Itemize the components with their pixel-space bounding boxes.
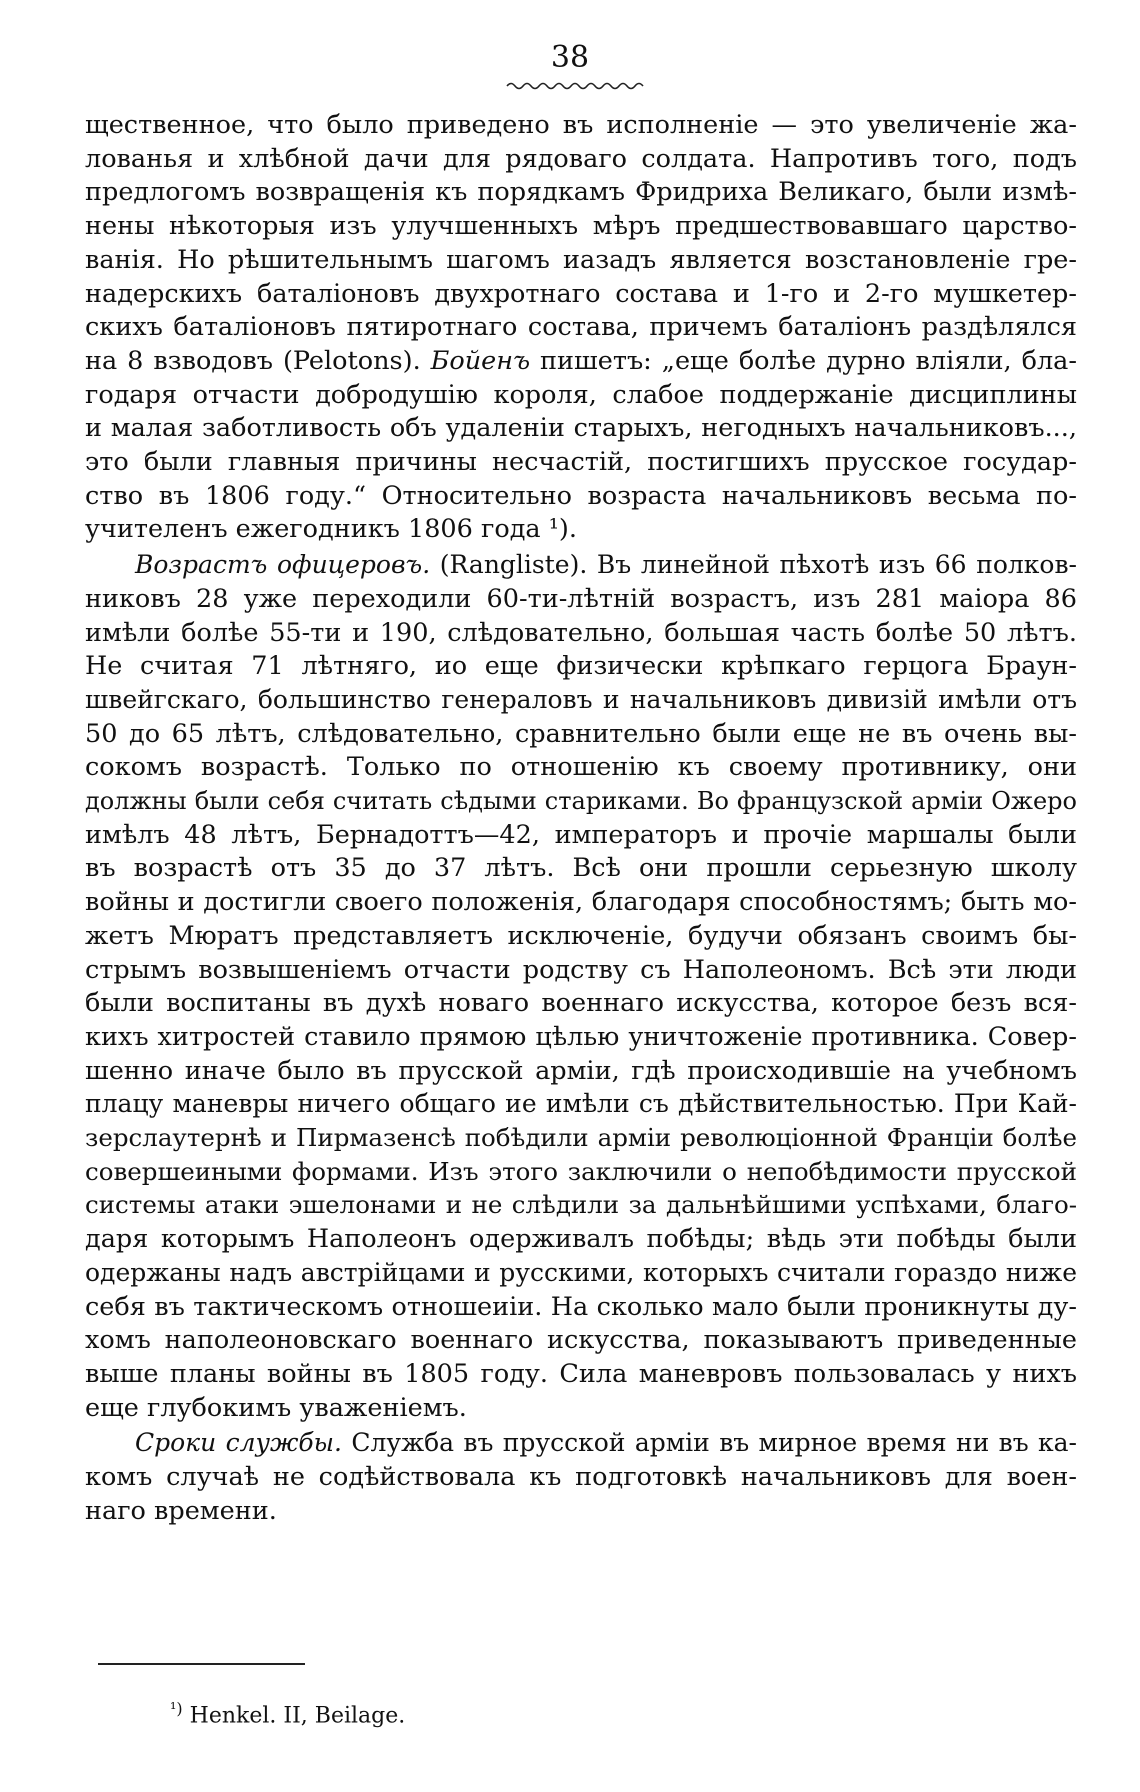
text-line: [85, 245, 1077, 275]
text-run: даря которымъ Наполеонъ одерживалъ побѣды; вѣдь эти побѣды были: [85, 1224, 1077, 1255]
text-run: зерслаутернѣ и Пирмазенсѣ побѣдили арміи революціонной Франціи болѣе: [85, 1123, 1077, 1152]
text-line: [85, 651, 1077, 681]
wavy-line-ornament: [505, 80, 645, 92]
text-run: ванія. Но рѣшительнымъ шагомъ иазадъ является возстановленіе гре-: [85, 244, 1077, 275]
text-run: пишетъ: „еще болѣе дурно вліяли, бла-: [530, 345, 1077, 376]
text-line: [85, 1022, 1077, 1052]
text-line: [85, 346, 1077, 376]
text-run: учителенъ ежегодникъ 1806 года ¹).: [85, 514, 577, 545]
text-run: лованья и хлѣбной дачи для рядоваго солдата. Напротивъ того, подъ: [85, 143, 1077, 174]
text-run: и малая заботливость объ удаленіи старыхъ, негодныхъ начальниковъ...,: [85, 413, 1077, 444]
text-line: [85, 177, 1077, 207]
text-line: [85, 685, 1077, 715]
text-line: [85, 820, 1077, 850]
text-line: [85, 1462, 1077, 1492]
text-run: должны были себя считать сѣдыми стариками. Во французской арміи Ожеро: [85, 787, 1077, 815]
text-line: [85, 618, 1077, 648]
text-line: [135, 550, 1077, 580]
text-line: [85, 1292, 1077, 1322]
text-line: [85, 110, 1077, 140]
text-run: швейгскаго, большинство генераловъ и начальниковъ дивизій имѣли отъ: [85, 684, 1077, 714]
text-run: комъ случаѣ не содѣйствовала къ подготовкѣ начальниковъ для воен-: [85, 1462, 1077, 1492]
text-line: [85, 144, 1077, 174]
text-run: жетъ Мюратъ представляетъ исключеніе, будучи обязанъ своимъ бы-: [85, 920, 1077, 951]
italic-heading: Бойенъ: [430, 345, 531, 376]
text-run: шенно иначе было въ прусской арміи, гдѣ происходившіе на учебномъ: [85, 1055, 1077, 1086]
text-line: [85, 312, 1077, 342]
text-line: [85, 752, 1077, 782]
text-line: [85, 887, 1077, 917]
text-run: имѣли болѣе 55-ти и 190, слѣдовательно, большая часть болѣе 50 лѣтъ.: [85, 617, 1077, 648]
text-line: [85, 279, 1077, 309]
text-line: [85, 853, 1077, 883]
text-line: [85, 1224, 1077, 1254]
text-run: Не считая 71 лѣтняго, ио еще физически крѣпкаго герцога Браун-: [85, 651, 1077, 682]
text-line: [85, 380, 1077, 410]
text-run: щественное, что было приведено въ исполненіе — это увеличеніе жа-: [85, 110, 1077, 140]
text-line: [85, 447, 1077, 477]
text-run: годаря отчасти добродушію короля, слабое поддержаніе дисциплины: [85, 379, 1077, 410]
text-line: [85, 514, 1077, 544]
text-line: [85, 955, 1077, 985]
text-run: въ возрастѣ отъ 35 до 37 лѣтъ. Всѣ они прошли серьезную школу: [85, 853, 1077, 884]
text-line: [85, 1496, 1077, 1526]
text-line: [85, 988, 1077, 1018]
text-run: это были главныя причины несчастій, постигшихъ прусское государ-: [85, 447, 1077, 477]
text-run: имѣлъ 48 лѣтъ, Бернадоттъ—42, императоръ и прочіе маршалы были: [85, 819, 1077, 850]
text-line: [135, 1428, 1077, 1458]
text-line: [85, 1393, 1077, 1423]
italic-heading: Возрастъ офицеровъ.: [135, 550, 431, 580]
italic-heading: Сроки службы.: [135, 1428, 342, 1458]
text-line: [85, 481, 1077, 511]
text-run: скихъ баталіоновъ пятиротнаго состава, причемъ баталіонъ раздѣлялся: [85, 312, 1077, 343]
text-run: предлогомъ возвращенія къ порядкамъ Фридриха Великаго, были измѣ-: [85, 177, 1077, 208]
footnote-marker: ¹): [170, 1699, 183, 1718]
text-run: плацу маневры ничего общаго ие имѣли съ дѣйствительностью. При Кай-: [85, 1089, 1077, 1119]
text-run: наго времени.: [85, 1495, 277, 1526]
text-run: еще глубокимъ уваженіемъ.: [85, 1392, 467, 1423]
text-run: себя въ тактическомъ отношеиіи. На сколько мало были проникнуты ду-: [85, 1291, 1077, 1322]
text-line: [85, 1359, 1077, 1389]
text-line: [85, 786, 1077, 816]
text-run: нены нѣкоторыя изъ улучшенныхъ мѣръ предшествовавшаго царство-: [85, 211, 1077, 242]
text-line: [85, 719, 1077, 749]
text-run: системы атаки эшелонами и не слѣдили за дальнѣйшими успѣхами, благо-: [85, 1190, 1077, 1220]
text-run: войны и достигли своего положенія, благодаря способностямъ; быть мо-: [85, 887, 1077, 918]
text-line: [85, 921, 1077, 951]
footnote-divider: [98, 1663, 305, 1665]
text-run: были воспитаны въ духѣ новаго военнаго искусства, которое безъ вся-: [85, 988, 1077, 1019]
footnote: [170, 1695, 405, 1730]
text-run: на 8 взводовъ (Pelotons).: [85, 345, 431, 376]
page-number: 38: [550, 40, 590, 75]
text-run: кихъ хитростей ставило прямою цѣлью уничтоженіе противника. Совер-: [85, 1021, 1077, 1052]
text-run: совершеиными формами. Изъ этого заключили о непобѣдимости прусской: [85, 1156, 1077, 1186]
text-run: надерскихъ баталіоновъ двухротнаго состава и 1-го и 2-го мушкетер-: [85, 278, 1077, 309]
text-line: [85, 1089, 1077, 1119]
text-line: [85, 584, 1077, 614]
text-run: Служба въ прусской арміи въ мирное время ни въ ка-: [341, 1428, 1077, 1458]
text-line: [85, 1190, 1077, 1220]
text-line: [85, 211, 1077, 241]
text-run: (Rangliste). Въ линейной пѣхотѣ изъ 66 полков-: [430, 550, 1077, 580]
text-line: [85, 413, 1077, 443]
text-run: выше планы войны въ 1805 году. Сила маневровъ пользовалась у нихъ: [85, 1358, 1077, 1389]
text-line: [85, 1157, 1077, 1187]
text-line: [85, 1056, 1077, 1086]
text-run: хомъ наполеоновскаго военнаго искусства, показываютъ приведенные: [85, 1325, 1077, 1356]
text-line: [85, 1123, 1077, 1153]
text-run: одержаны надъ австрійцами и русскими, которыхъ считали гораздо ниже: [85, 1257, 1077, 1287]
text-run: сокомъ возрастѣ. Только по отношенію къ своему противнику, они: [85, 752, 1077, 783]
text-run: стрымъ возвышеніемъ отчасти родству съ Наполеономъ. Всѣ эти люди: [85, 954, 1077, 985]
text-run: никовъ 28 уже переходили 60-ти-лѣтній возрастъ, изъ 281 маіора 86: [85, 583, 1077, 614]
text-run: ство въ 1806 году.“ Относительно возраста начальниковъ весьма по-: [85, 480, 1077, 511]
text-line: [85, 1325, 1077, 1355]
text-line: [85, 1258, 1077, 1288]
text-run: 50 до 65 лѣтъ, слѣдовательно, сравнительно были еще не въ очень вы-: [85, 718, 1077, 749]
footnote-text: Henkel. II, Beilage.: [189, 1703, 406, 1729]
